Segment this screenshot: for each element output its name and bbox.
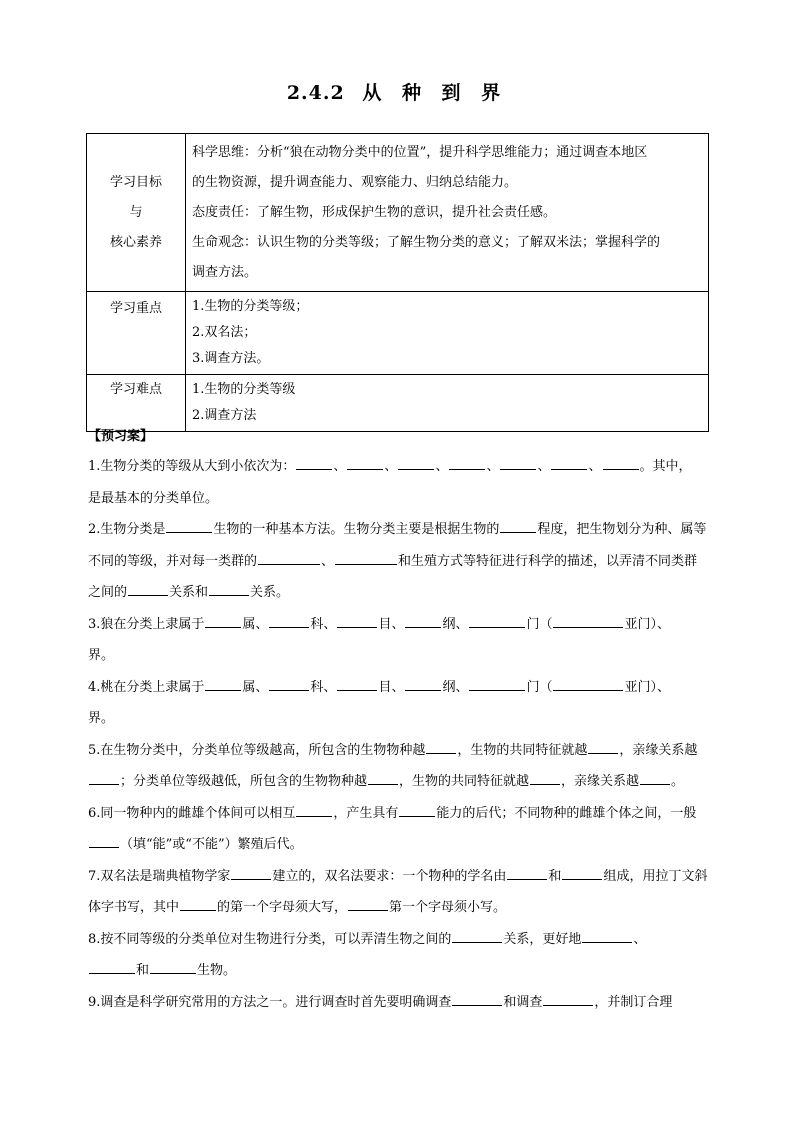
answer-blank[interactable] <box>562 864 602 880</box>
answer-blank[interactable] <box>405 675 441 691</box>
question-text: 。其中， <box>639 459 692 474</box>
answer-blank[interactable] <box>89 958 135 974</box>
question-list <box>88 451 708 1018</box>
question-4 <box>88 672 708 735</box>
answer-blank[interactable] <box>205 675 241 691</box>
question-text: ，生物的共同特征就越 <box>457 742 588 758</box>
answer-blank[interactable] <box>89 769 119 785</box>
goals-label-line: 与 <box>129 204 143 220</box>
answer-blank[interactable] <box>337 612 377 628</box>
answer-blank[interactable] <box>166 517 212 533</box>
question-text: ；分类单位等级越低，所包含的生物物种越 <box>120 774 368 789</box>
question-text: ，产生具有 <box>333 805 399 821</box>
question-text: 8.按不同等级的分类单位对生物进行分类，可以弄清生物之间的 <box>88 931 452 947</box>
question-text: 程度，把生物划分为种、属等不同的等级，并对每一类群的 <box>88 522 707 569</box>
answer-blank[interactable] <box>507 864 547 880</box>
answer-blank[interactable] <box>269 675 309 691</box>
goals-line: 的生物资源，提升调查能力、观察能力、归纳总结能力。 <box>192 175 518 190</box>
question-text: 和 <box>136 963 150 978</box>
difficult-label: 学习难点 <box>87 375 186 432</box>
question-text: ，亲缘关系越 <box>561 774 640 789</box>
question-text: 亚门）、 <box>624 616 670 632</box>
question-text: ，生物的共同特征就越 <box>399 774 530 789</box>
question-text: 建立的，双名法要求：一个物种的学名由 <box>272 868 507 884</box>
answer-blank[interactable] <box>269 612 309 628</box>
goals-line: 调查方法。 <box>192 265 258 280</box>
answer-blank[interactable] <box>500 517 536 533</box>
answer-blank[interactable] <box>368 769 398 785</box>
title-text: 从 种 到 界 <box>362 82 508 104</box>
answer-blank[interactable] <box>348 895 388 911</box>
answer-blank[interactable] <box>640 769 670 785</box>
answer-blank[interactable] <box>347 454 383 470</box>
key-label: 学习重点 <box>87 292 186 375</box>
answer-blank[interactable] <box>296 801 332 817</box>
question-text: 的第一个字母须大写， <box>217 900 348 915</box>
question-text: 门（ <box>526 616 553 632</box>
question-text: 。 <box>671 774 685 789</box>
answer-blank[interactable] <box>551 454 587 470</box>
question-text: 和生殖方式等特征进行科学的描述，以弄清不同类群之间的 <box>88 553 698 600</box>
question-text: 属、 <box>242 616 269 632</box>
answer-blank[interactable] <box>128 580 168 596</box>
question-text: 生物的一种基本方法。生物分类主要是根据生物的 <box>213 522 500 537</box>
table-row-difficult <box>87 375 709 432</box>
answer-blank[interactable] <box>337 675 377 691</box>
answer-blank[interactable] <box>543 990 593 1006</box>
question-text: 科、 <box>310 616 337 632</box>
question-text: 、 <box>333 459 347 474</box>
question-text: 亚门）、 <box>624 679 670 695</box>
answer-blank[interactable] <box>553 612 623 628</box>
question-text: 4.桃在分类上隶属于 <box>88 679 205 695</box>
question-text: 6.同一物种内的雌雄个体间可以相互 <box>88 805 296 821</box>
question-6 <box>88 798 708 861</box>
question-text: 、 <box>486 459 500 474</box>
answer-blank[interactable] <box>452 927 502 943</box>
question-text: 和 <box>548 868 562 884</box>
answer-blank[interactable] <box>150 958 196 974</box>
question-text: 组成，用拉丁文斜体字书写，其中 <box>88 868 708 915</box>
question-text: 7.双名法是瑞典植物学家 <box>88 868 231 884</box>
question-text: 、 <box>321 553 335 569</box>
question-text: 第一个字母须小写。 <box>389 900 507 915</box>
preview-heading: 【预习案】 <box>88 429 154 444</box>
answer-blank[interactable] <box>553 675 623 691</box>
answer-blank[interactable] <box>449 454 485 470</box>
objectives-table <box>86 133 709 432</box>
answer-blank[interactable] <box>296 454 332 470</box>
difficult-line: 2.调查方法 <box>192 408 257 423</box>
question-text: （填“能”或“不能”）繁殖后代。 <box>120 837 303 852</box>
question-text: 目、 <box>378 616 405 632</box>
answer-blank[interactable] <box>231 864 271 880</box>
question-9 <box>88 987 708 1019</box>
goals-line: 态度责任：了解生物，形成保护生物的意识，提升社会责任感。 <box>192 205 557 220</box>
goals-line: 生命观念：认识生物的分类等级；了解生物分类的意义；了解双米法；掌握科学的 <box>192 235 661 250</box>
question-text: 、 <box>435 459 449 474</box>
goals-label-line: 学习目标 <box>109 174 162 190</box>
question-text: 纲、 <box>442 679 469 695</box>
answer-blank[interactable] <box>405 612 441 628</box>
goals-label <box>87 134 186 292</box>
question-text: 界。 <box>88 648 115 663</box>
goals-label-line: 核心素养 <box>109 234 162 250</box>
answer-blank[interactable] <box>335 549 397 565</box>
question-text: 界。 <box>88 711 115 726</box>
key-line: 1.生物的分类等级； <box>192 299 309 314</box>
question-text: 、 <box>588 459 602 474</box>
answer-blank[interactable] <box>209 580 249 596</box>
question-7 <box>88 861 708 924</box>
table-row-key <box>87 292 709 375</box>
question-text: 关系。 <box>250 585 290 600</box>
title-number: 2.4.2 <box>286 82 345 104</box>
question-text: 纲、 <box>442 616 469 632</box>
question-text: ，并制订合理 <box>594 994 673 1010</box>
key-content <box>186 292 709 375</box>
question-text: 、 <box>384 459 398 474</box>
question-text: 能力的后代；不同物种的雌雄个体之间，一般 <box>436 805 697 821</box>
answer-blank[interactable] <box>89 832 119 848</box>
answer-blank[interactable] <box>398 454 434 470</box>
goals-line: 科学思维：分析“狼在动物分类中的位置”，提升科学思维能力；通过调查本地区 <box>192 145 648 160</box>
answer-blank[interactable] <box>469 675 525 691</box>
answer-blank[interactable] <box>452 990 502 1006</box>
question-text: 1.生物分类的等级从大到小依次为： <box>88 459 296 474</box>
page-title <box>0 78 794 105</box>
question-text: 、 <box>537 459 551 474</box>
question-text: 是最基本的分类单位。 <box>88 490 219 506</box>
difficult-line: 1.生物的分类等级 <box>192 382 296 397</box>
answer-blank[interactable] <box>469 612 525 628</box>
goals-content <box>186 134 709 292</box>
question-1 <box>88 451 708 514</box>
question-8 <box>88 924 708 987</box>
key-line: 3.调查方法。 <box>192 351 270 366</box>
question-3 <box>88 609 708 672</box>
table-row-goals <box>87 134 709 292</box>
question-text: 目、 <box>378 679 405 695</box>
answer-blank[interactable] <box>588 738 618 754</box>
question-text: 关系和 <box>169 585 209 600</box>
answer-blank[interactable] <box>258 549 320 565</box>
question-5 <box>88 735 708 798</box>
question-text: 5.在生物分类中，分类单位等级越高，所包含的生物物种越 <box>88 742 426 758</box>
answer-blank[interactable] <box>180 895 216 911</box>
answer-blank[interactable] <box>205 612 241 628</box>
question-text: 关系，更好地 <box>503 931 582 947</box>
question-text: 3.狼在分类上隶属于 <box>88 616 205 632</box>
key-line: 2.双名法； <box>192 325 257 340</box>
answer-blank[interactable] <box>426 738 456 754</box>
question-text: ，亲缘关系越 <box>619 742 698 758</box>
answer-blank[interactable] <box>582 927 632 943</box>
question-text: 、 <box>633 931 647 947</box>
question-text: 科、 <box>310 679 337 695</box>
question-text: 2.生物分类是 <box>88 522 166 537</box>
difficult-content <box>186 375 709 432</box>
question-text: 生物。 <box>197 963 237 978</box>
question-text: 属、 <box>242 679 269 695</box>
answer-blank[interactable] <box>500 454 536 470</box>
answer-blank[interactable] <box>603 454 639 470</box>
question-2 <box>88 514 708 609</box>
answer-blank[interactable] <box>530 769 560 785</box>
question-text: 9.调查是科学研究常用的方法之一。进行调查时首先要明确调查 <box>88 994 452 1010</box>
answer-blank[interactable] <box>399 801 435 817</box>
question-text: 和调查 <box>503 994 543 1010</box>
question-text: 门（ <box>526 679 553 695</box>
